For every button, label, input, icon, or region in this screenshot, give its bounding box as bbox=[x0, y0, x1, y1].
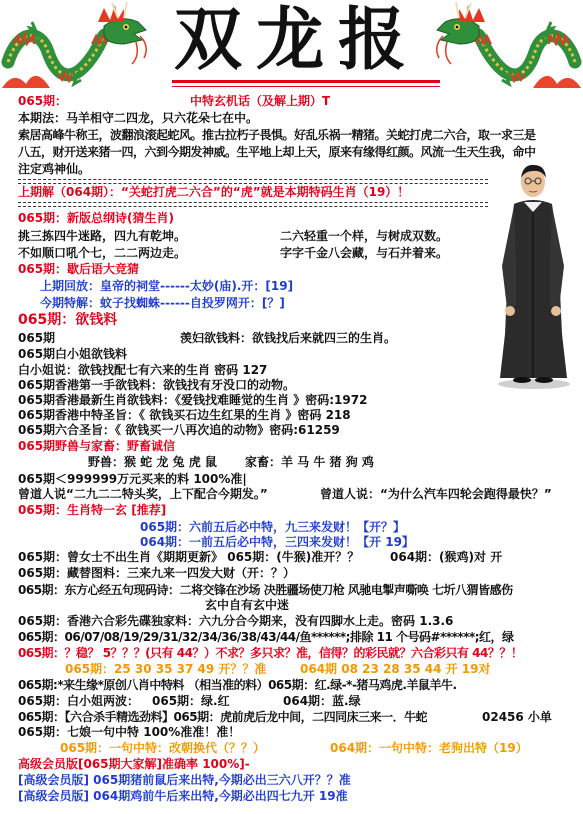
one-line-previous: 064期：一句中特：老狗出特（19） bbox=[330, 741, 528, 755]
money-xianfu: 羡妇欲钱料：欲钱找后来就四三的生肖。 bbox=[180, 331, 397, 345]
taoist-quote-a: 曾道人说“二九二二特头奖，上下配合今期发。” bbox=[18, 487, 268, 501]
money-issue: 065期 bbox=[18, 331, 56, 345]
eastern-sutra-line: 玄中自有玄中迷 bbox=[205, 598, 290, 612]
riddle-title: 065期：歇后语大竞猜 bbox=[18, 262, 140, 276]
picks-current: 065期：25 30 35 37 49 开？？准 bbox=[65, 662, 267, 676]
issue-label: 065期： bbox=[18, 94, 68, 108]
dragon-icon bbox=[433, 0, 583, 90]
dragon-icon bbox=[0, 0, 150, 90]
zodiac-special-previous: 064期：一前五后必中特，三四来发财！【开 19】 bbox=[140, 535, 414, 549]
outline-poem-left: 不如顺口吼个七，二二两边走。 bbox=[18, 246, 187, 260]
beasts-title: 065期野兽与家畜：野畜诚信 bbox=[18, 439, 176, 453]
outline-poem-title: 065期：新版总纲诗(猜生肖) bbox=[18, 211, 175, 225]
money-liuhe-decree: 065期六合圣旨：《 欲钱买一八再次追的动物》密码:61259 bbox=[18, 423, 340, 437]
lady-zeng-previous: 064期：(猴鸡)对 开 bbox=[390, 550, 503, 564]
man-portrait bbox=[488, 158, 578, 390]
lady-zeng-current: 065期：曾女士不出生肖《期期更新》 065期：(牛猴)准开？？ bbox=[18, 550, 360, 564]
mystery-topic: 中特玄机话（及解上期）T bbox=[190, 94, 331, 108]
killer-extra: 02456 小单 bbox=[482, 710, 552, 724]
next-life-tip: 065期:*来生缘*原创八肖中特料 （相当准的料）065期：红.绿-*-猪马鸡虎.羊鼠羊牛. bbox=[18, 678, 457, 692]
zodiac-special-title: 065期：生肖特一玄 [推荐] bbox=[18, 503, 167, 517]
killer-tip: 065期：【六合杀手精选劲料】065期：虎前虎后龙中间，二四同床三来一．牛蛇 bbox=[18, 710, 428, 724]
money-title: 065期：欲钱料 bbox=[18, 312, 118, 328]
separator-line bbox=[18, 202, 488, 207]
vip-title: 高级会员版[065期大家解]准确率 100%]- bbox=[18, 757, 250, 771]
title-underline bbox=[172, 80, 440, 83]
riddle-replay: 上期回放：皇帝的祠堂------太妙(庙).开：[19] bbox=[40, 279, 294, 293]
money-hk-decree: 065期香港中特圣旨：《 欲钱买石边生红果的生肖 》密码 218 bbox=[18, 408, 351, 422]
two-waves-label: 065期：白小姐两波： bbox=[18, 694, 140, 708]
mystery-poem-line: 索居高峰牛称王，波翻浪滚起蛇风。推古拉朽子畏惧。好乱乐祸一精猪。关蛇打虎二六合，取一求三是 bbox=[18, 128, 536, 142]
money-hk-latest: 065期香港最新生肖欲钱料：《爱钱找难睡觉的生肖 》密码:1972 bbox=[18, 393, 368, 407]
two-waves-current: 065期：绿.红 bbox=[152, 694, 230, 708]
zodiac-special-current: 065期：六前五后必中特，九三来发财！【开？】 bbox=[140, 520, 406, 534]
masthead-title: 双龙报 bbox=[174, 0, 421, 80]
hidden-map: 065期：藏替图料：三来九来一四发大财（开：？） bbox=[18, 566, 296, 580]
mystery-poem-line: 注定鸡神仙。 bbox=[18, 162, 91, 176]
paid-tip: 065期＜999999万元买来的料 100%准| bbox=[18, 472, 247, 486]
steady-tip: 065期：？稳？ 5？？？(只有 44？）不求？多只求？准，信得？的彩民就？六合彩只有 44？？！ bbox=[18, 646, 523, 660]
separator-line bbox=[18, 179, 488, 184]
title-underline-thin bbox=[172, 86, 440, 87]
money-bxj-title: 065期白小姐欲钱料 bbox=[18, 347, 128, 361]
vip-previous: [高级会员版] 064期鸡前牛后来出特,今期必出四七九开 19准 bbox=[18, 789, 348, 803]
money-hk-first: 065期香港第一手欲钱料：欲钱找有牙没口的动物。 bbox=[18, 378, 296, 392]
beasts-domestic: 家畜：羊 马 牛 猪 狗 鸡 bbox=[245, 455, 374, 469]
money-bxj-say: 白小姐说：欲钱找配七有六来的生肖 密码 127 bbox=[18, 363, 268, 377]
qiniang-tip: 065期：七娘一句中特 100%准准！准！ bbox=[18, 725, 241, 739]
outline-poem-right: 二六轻重一个样，与树成双数。 bbox=[280, 229, 449, 243]
outline-poem-right: 字字千金八会藏，与石并着来。 bbox=[280, 246, 449, 260]
outline-poem-left: 挑三拣四牛迷路，四九有乾坤。 bbox=[18, 229, 187, 243]
mystery-method: 本期法：马羊相守二四龙，只六花朵七在中。 bbox=[18, 111, 259, 125]
riddle-current: 今期特解：蚊子找蜘蛛------自投罗网开：[？] bbox=[40, 296, 285, 310]
picks-previous: 064期 08 23 28 35 44 开 19对 bbox=[300, 662, 491, 676]
number-list: 065期：06/07/08/19/29/31/32/34/36/38/43/44/鱼******;排除 11 个号码#******;红，绿 bbox=[18, 630, 514, 644]
taoist-quote-b: 曾道人说：“为什么汽车四轮会跑得最快？” bbox=[320, 487, 552, 501]
eastern-sutra-line: 065期：东方心经五句现码诗：二将交锋在沙场 决胜疆场使刀枪 风驰电掣声嘶唤 七圻八猬皆感伤 bbox=[18, 583, 513, 597]
two-waves-previous: 064期：蓝.绿 bbox=[283, 694, 361, 708]
vip-current: [高级会员版] 065期猪前鼠后来出特,今期必出三六八开？？准 bbox=[18, 773, 351, 787]
one-line-current: 065期：一句中特：改朝换代（？？） bbox=[60, 741, 266, 755]
mystery-poem-line: 八五，财开送来猪一四，六到今期发神威。生平地上却上天，原来有缘得红颜。风流一生天生我，命中 bbox=[18, 145, 536, 159]
beasts-wild: 野兽：猴 蛇 龙 兔 虎 鼠 bbox=[88, 455, 217, 469]
hk-exclusive: 065期：香港六合彩先碟独家料：六九分合今期来，没有四脚水上走。密码 1.3.6 bbox=[18, 614, 454, 628]
last-solution: 上期解（064期）：“关蛇打虎二六合”的“虎”就是本期特码生肖（19）！ bbox=[18, 185, 410, 199]
